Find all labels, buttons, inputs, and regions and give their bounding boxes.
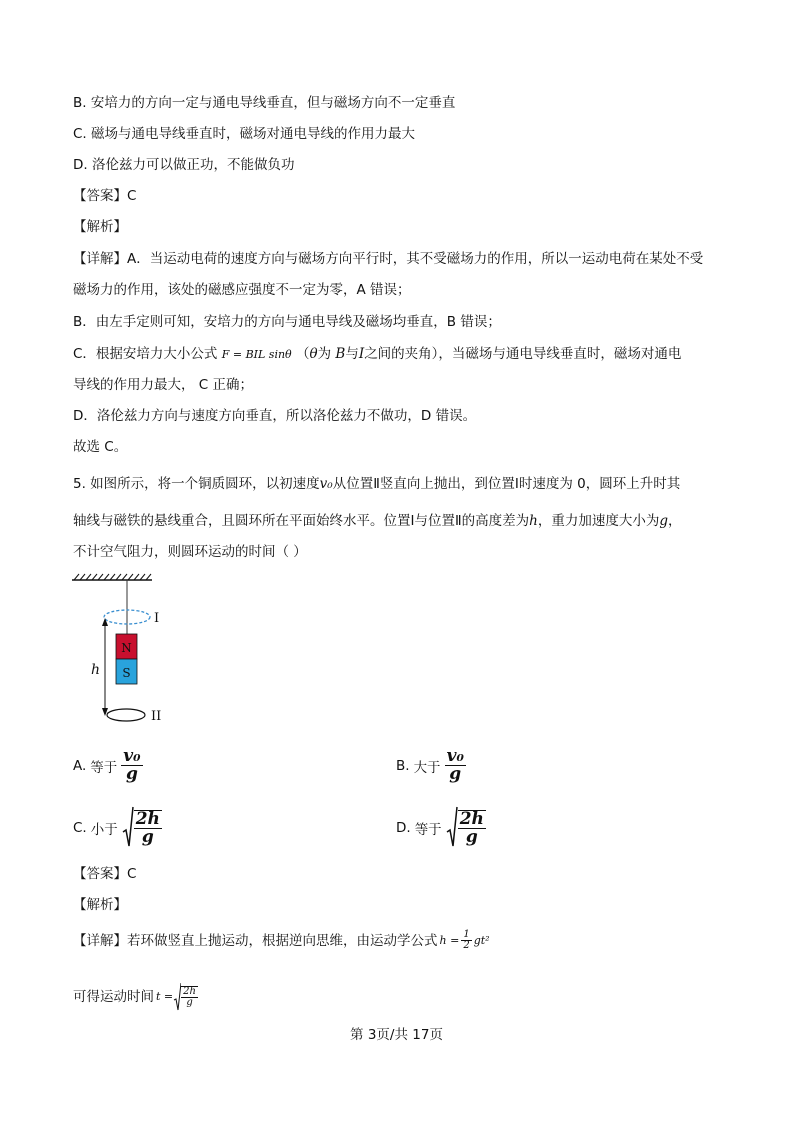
choice-c-numerator: 2h	[135, 809, 160, 829]
detail-line-4-text-b: （	[295, 346, 310, 362]
detail-line-4-text-e: 之间的夹角），当磁场与通电导线垂直时，磁场对通电	[364, 346, 682, 362]
ring-position-II	[107, 709, 145, 721]
choice-a-letter: A.	[73, 757, 87, 774]
choice-b[interactable]	[396, 748, 466, 783]
kinematics-lhs: h =	[439, 933, 460, 947]
choice-d-sqrt	[446, 806, 486, 850]
detail-line-4-text-c: 为	[317, 346, 332, 362]
detail-line-2: 磁场力的作用，该处的磁感应强度不一定为零，A 错误；	[73, 282, 411, 298]
answer-label-2: 【答案】C	[73, 866, 137, 882]
choice-d-numerator: 2h	[459, 809, 484, 829]
detail-line-5: 导线的作用力最大， C 正确；	[73, 377, 254, 393]
detail-line-1: 【详解】A．当运动电荷的速度方向与磁场方向平行时，其不受磁场力的作用，所以一运动电荷在某处不受	[73, 251, 704, 267]
choice-d[interactable]	[396, 806, 486, 850]
question-5-text-a: 5. 如图所示，将一个铜质圆环，以初速度	[73, 476, 320, 492]
height-arrow	[102, 618, 108, 716]
option-b-line: B. 安培力的方向一定与通电导线垂直，但与磁场方向不一定垂直	[73, 95, 456, 111]
label-position-II: II	[151, 709, 162, 722]
choice-c-sqrt	[122, 806, 162, 850]
sqrt-sign-icon	[446, 806, 458, 850]
h-symbol: h	[529, 513, 538, 529]
choice-d-letter: D.	[396, 820, 411, 836]
detail-2-line-2	[73, 982, 198, 1012]
choice-a[interactable]	[73, 748, 143, 783]
choice-b-text: 大于	[413, 759, 441, 776]
v0-symbol: v₀	[319, 476, 333, 492]
choice-c[interactable]	[73, 806, 162, 850]
kinematics-fraction	[461, 930, 471, 951]
option-c-line: C. 磁场与通电导线垂直时，磁场对通电导线的作用力最大	[73, 126, 416, 142]
detail-2-text-b: 可得运动时间	[73, 989, 154, 1005]
option-d-line: D. 洛伦兹力可以做正功，不能做负功	[73, 157, 295, 173]
choice-a-text: 等于	[90, 759, 118, 776]
question-5-line-2	[73, 511, 681, 531]
detail-2-line-1	[73, 930, 490, 951]
choice-d-denominator: g	[465, 827, 478, 847]
g-symbol: g	[659, 513, 668, 529]
answer-label: 【答案】C	[73, 188, 137, 204]
page-footer: 第 3页/共 17页	[350, 1027, 443, 1043]
label-h: h	[90, 662, 100, 678]
kinematics-denominator: 2	[463, 940, 470, 951]
choice-c-denominator: g	[141, 827, 154, 847]
magnet-ring-figure	[70, 572, 190, 722]
question-5-line-3: 不计空气阻力，则圆环运动的时间（ ）	[73, 544, 307, 560]
label-north: N	[121, 641, 132, 655]
time-numerator: 2h	[183, 986, 196, 997]
detail-line-6: D．洛伦兹力方向与速度方向垂直，所以洛伦兹力不做功，D 错误。	[73, 408, 477, 424]
choice-c-text: 小于	[90, 822, 118, 838]
choice-d-text: 等于	[414, 822, 442, 838]
sqrt-sign-icon	[122, 806, 134, 850]
ampere-formula: F = BIL sinθ	[221, 348, 292, 361]
kinematics-numerator: 1	[463, 929, 470, 940]
b-symbol: B	[335, 346, 346, 362]
choice-a-fraction	[121, 748, 142, 783]
time-sqrt	[173, 982, 198, 1012]
analysis-label: 【解析】	[73, 219, 127, 235]
theta-symbol: θ	[309, 346, 318, 362]
analysis-label-2: 【解析】	[73, 897, 127, 913]
question-5-text-b: 从位置Ⅱ竖直向上抛出，到位置Ⅰ时速度为 0，圆环上升时其	[332, 476, 681, 492]
label-position-I: I	[154, 611, 160, 626]
choice-a-denominator: g	[126, 764, 138, 784]
question-5-text-c: 轴线与磁铁的悬线重合，且圆环所在平面始终水平。位置Ⅰ与位置Ⅱ的高度差为	[73, 513, 530, 529]
i-symbol: I	[358, 346, 365, 362]
detail-line-4-text-a: C．根据安培力大小公式	[73, 346, 218, 362]
detail-line-4-text-d: 与	[345, 346, 359, 362]
detail-line-3: B．由左手定则可知，安培力的方向与通电导线及磁场均垂直，B 错误；	[73, 314, 501, 330]
sqrt-sign-icon	[173, 982, 181, 1012]
choice-b-denominator: g	[449, 764, 462, 784]
question-5-text-d: ，重力加速度大小为	[537, 513, 660, 529]
choice-b-fraction	[445, 748, 466, 783]
choice-b-letter: B.	[396, 757, 410, 774]
ceiling-hatching	[72, 574, 152, 580]
detail-line-4	[73, 344, 681, 365]
choice-b-numerator: v₀	[446, 746, 464, 766]
detail-2-text-a: 【详解】若环做竖直上抛运动，根据逆向思维，由运动学公式	[73, 932, 438, 949]
conclusion-line: 故选 C。	[73, 439, 128, 455]
label-south: S	[122, 666, 131, 680]
question-5-text-e: ，	[667, 513, 682, 529]
choice-a-numerator: v₀	[123, 746, 141, 766]
question-5-line-1	[73, 474, 680, 494]
time-lhs: t =	[156, 990, 174, 1003]
time-denominator: g	[186, 997, 193, 1008]
choice-c-letter: C.	[73, 820, 87, 836]
kinematics-rhs: gt²	[473, 933, 490, 947]
